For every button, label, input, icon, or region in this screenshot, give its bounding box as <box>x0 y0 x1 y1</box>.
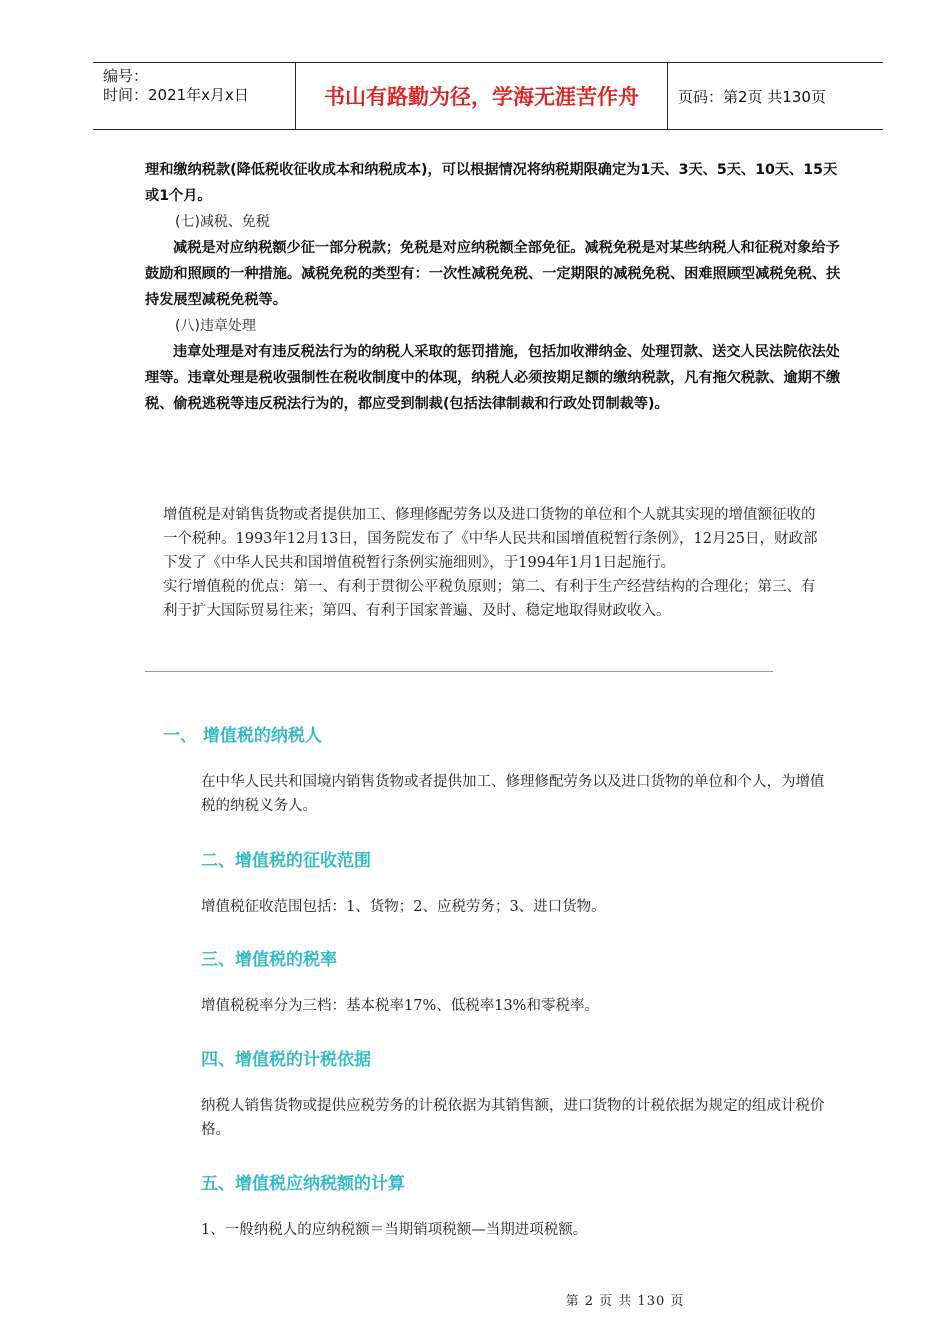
section-body-calculation: 1、一般纳税人的应纳税额＝当期销项税额—当期进项税额。 <box>201 1222 588 1238</box>
paragraph-tax-period: 理和缴纳税款(降低税收征收成本和纳税成本)，可以根据情况将纳税期限确定为1天、3天、5天、10天、15天或1个月。 <box>145 162 838 204</box>
subheading-tax-reduction: (七)减税、免税 <box>175 214 270 230</box>
paragraph-violation: 违章处理是对有违反税法行为的纳税人采取的惩罚措施，包括加收滞纳金、处理罚款、送交人民法院依法处理等。违章处理是税收强制性在税收制度中的体现，纳税人必须按期足额的缴纳税款，凡有拖欠税款、逾期不缴税、偷税逃税等违反税法行为的，都应受到制裁(包括法律制裁和行政处罚制裁等)。 <box>145 344 841 412</box>
section-body-rate: 增值税税率分为三档：基本税率17%、低税率13%和零税率。 <box>201 998 599 1014</box>
section-title-taxpayer: 一、 增值税的纳税人 <box>163 726 322 746</box>
top-section <box>145 157 845 417</box>
intro-paragraph-2: 实行增值税的优点：第一、有利于贯彻公平税负原则；第二、有利于生产经营结构的合理化；第三、有利于扩大国际贸易往来；第四、有利于国家普遍、及时、稳定地取得财政收入。 <box>163 579 816 619</box>
section-title-basis: 四、增值税的计税依据 <box>201 1050 371 1070</box>
time-label: 时间：2021年x月x日 <box>103 86 249 104</box>
section-title-rate: 三、增值税的税率 <box>201 950 337 970</box>
divider <box>145 671 773 672</box>
page-header <box>93 62 883 130</box>
subheading-violation: (八)违章处理 <box>175 318 256 334</box>
section-title-scope: 二、增值税的征收范围 <box>201 851 371 871</box>
section-body-scope: 增值税征收范围包括：1、货物；2、应税劳务；3、进口货物。 <box>201 899 606 915</box>
footer-page-number: 第 2 页 共 130 页 <box>565 1294 685 1309</box>
number-label: 编号： <box>103 67 149 85</box>
header-meta <box>93 63 295 129</box>
section-body-taxpayer: 在中华人民共和国境内销售货物或者提供加工、修理修配劳务以及进口货物的单位和个人，为增值税的纳税义务人。 <box>201 774 825 814</box>
header-page-info: 页码：第2页 共130页 <box>678 87 826 106</box>
section-body-basis: 纳税人销售货物或提供应税劳务的计税依据为其销售额，进口货物的计税依据为规定的组成计税价格。 <box>201 1098 825 1138</box>
header-motto: 书山有路勤为径，学海无涯苦作舟 <box>295 63 668 129</box>
intro-paragraph-1: 增值税是对销售货物或者提供加工、修理修配劳务以及进口货物的单位和个人就其实现的增值额征收的一个税种。1993年12月13日，国务院发布了《中华人民共和国增值税暂行条例》，12月25日，财政部下发了《中华人民共和国增值税暂行条例实施细则》，于1994年1月1日起施行。 <box>163 507 818 571</box>
section-title-calculation: 五、增值税应纳税额的计算 <box>201 1174 405 1194</box>
vat-intro <box>163 503 818 623</box>
page-footer <box>0 1290 950 1309</box>
paragraph-tax-reduction: 减税是对应纳税额少征一部分税款；免税是对应纳税额全部免征。减税免税是对某些纳税人和征税对象给予鼓励和照顾的一种措施。减税免税的类型有：一次性减税免税、一定期限的减税免税、困难照顾型减税免税、扶持发展型减税免税等。 <box>145 240 841 308</box>
